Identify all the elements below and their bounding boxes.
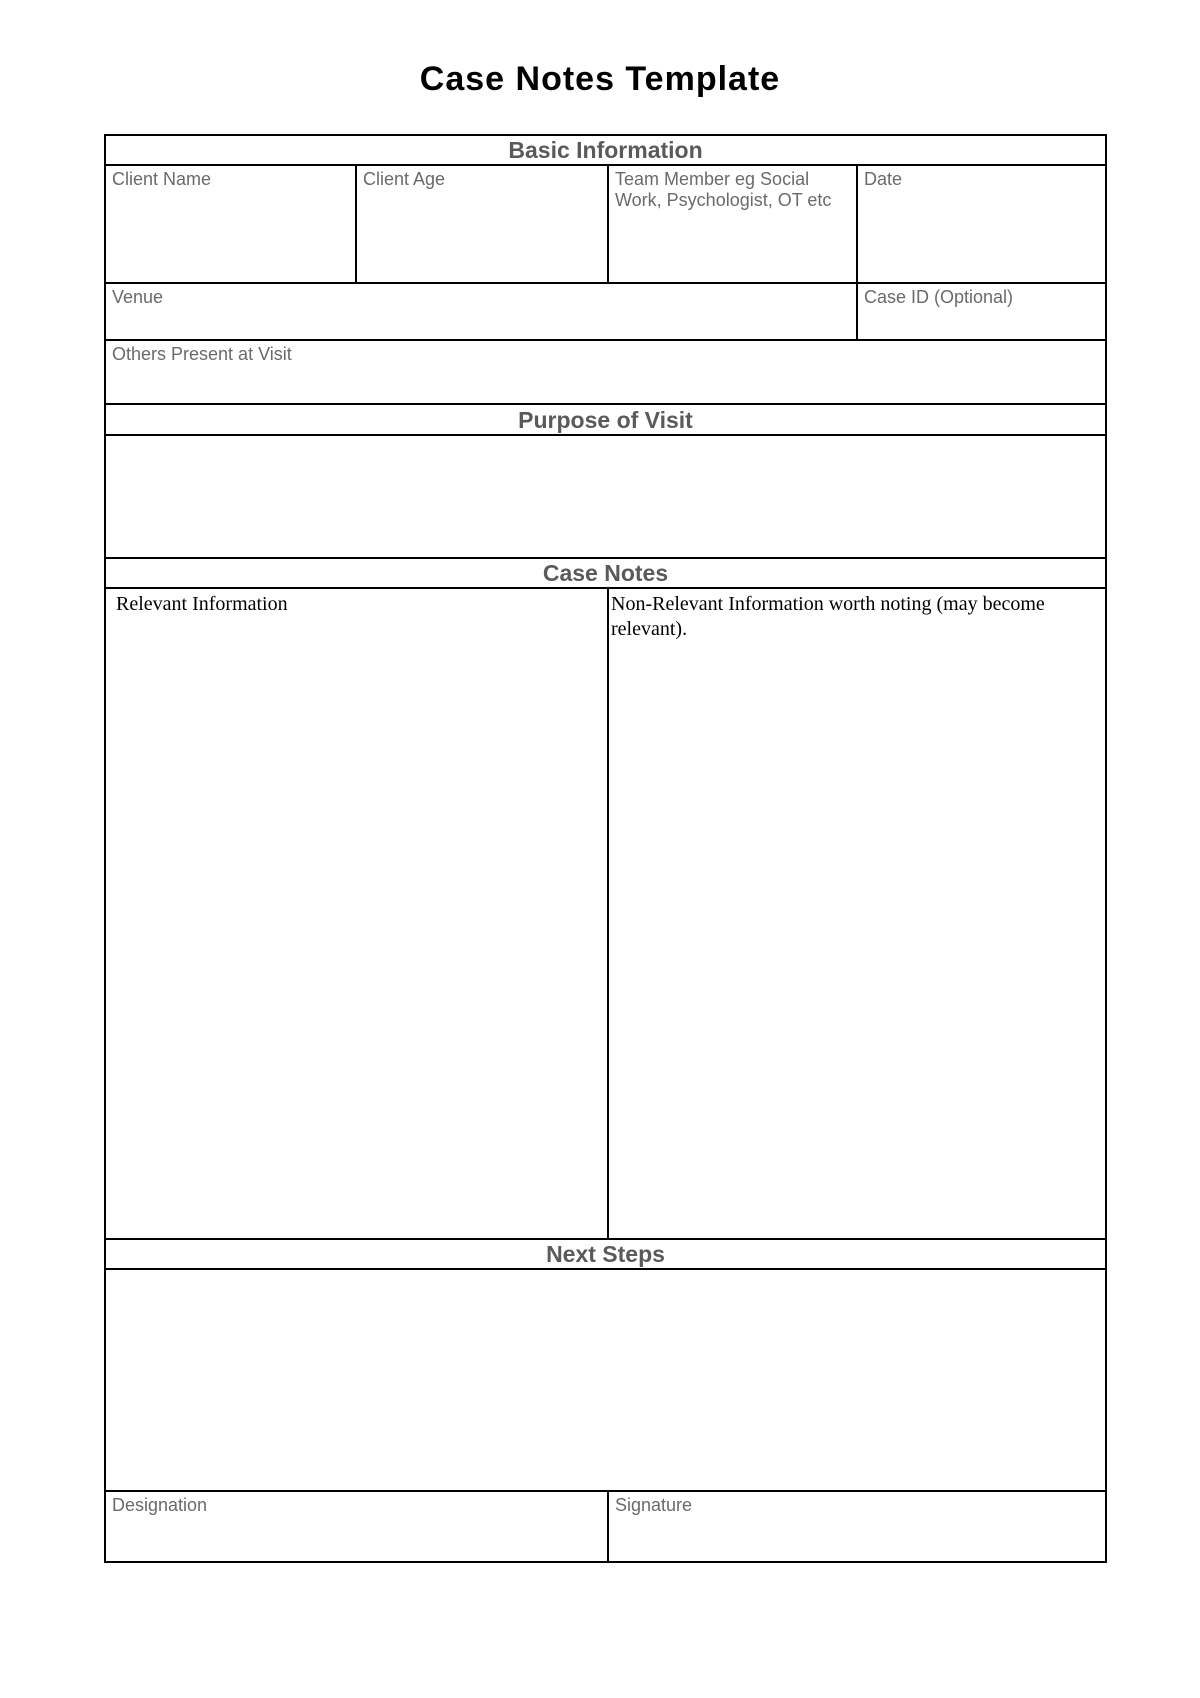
non-relevant-information-field[interactable]	[608, 588, 1106, 1239]
others-present-label: Others Present at Visit	[112, 344, 292, 364]
client-age-label: Client Age	[363, 169, 446, 189]
non-relevant-information-label: Non-Relevant Information worth noting (may become relevant).	[611, 593, 1045, 640]
purpose-of-visit-field[interactable]	[105, 435, 1106, 558]
date-field[interactable]	[857, 165, 1106, 283]
client-age-field[interactable]	[356, 165, 608, 283]
case-id-field[interactable]	[857, 283, 1106, 340]
date-label: Date	[864, 169, 903, 189]
case-notes-header: Case Notes	[105, 558, 1106, 588]
basic-information-header: Basic Information	[105, 135, 1106, 165]
others-present-field[interactable]	[105, 340, 1106, 404]
venue-field[interactable]	[105, 283, 857, 340]
team-member-field[interactable]	[608, 165, 857, 283]
relevant-information-field[interactable]	[105, 588, 608, 1239]
case-id-label: Case ID (Optional)	[864, 287, 1014, 307]
page-title: Case Notes Template	[419, 60, 781, 98]
purpose-of-visit-header: Purpose of Visit	[105, 404, 1106, 435]
signature-label: Signature	[615, 1495, 693, 1515]
client-name-field[interactable]	[105, 165, 356, 283]
relevant-information-label: Relevant Information	[116, 593, 288, 615]
case-notes-form	[104, 134, 1107, 1563]
signature-field[interactable]	[608, 1491, 1106, 1562]
designation-field[interactable]	[105, 1491, 608, 1562]
next-steps-field[interactable]	[105, 1269, 1106, 1491]
designation-label: Designation	[112, 1495, 208, 1515]
next-steps-header: Next Steps	[105, 1239, 1106, 1269]
venue-label: Venue	[112, 287, 164, 307]
team-member-label: Team Member eg Social Work, Psychologist, OT etc	[615, 169, 832, 210]
client-name-label: Client Name	[112, 169, 212, 189]
